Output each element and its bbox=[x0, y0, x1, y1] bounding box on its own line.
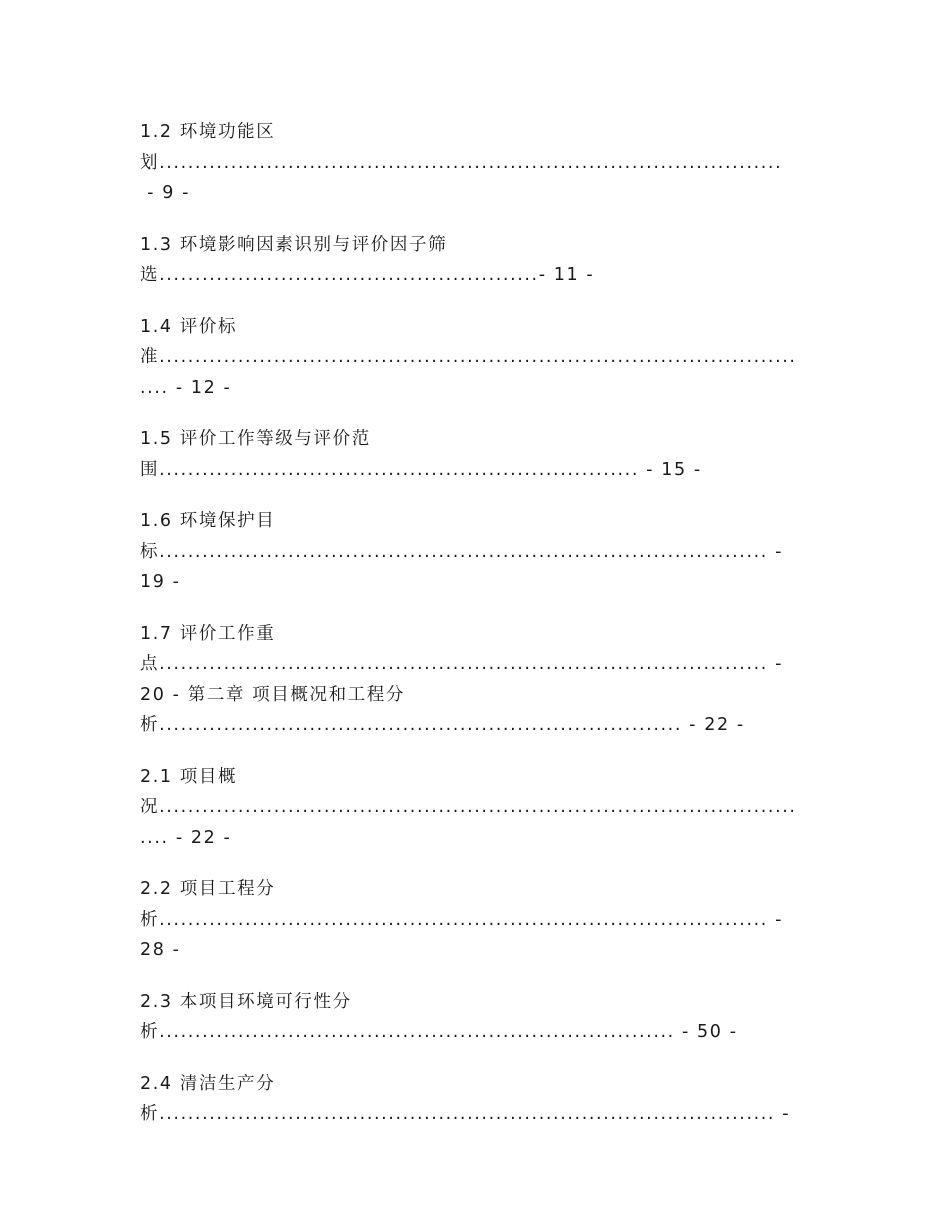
toc-line: 19 - bbox=[140, 572, 181, 592]
toc-line: 2.4 清洁生产分 bbox=[140, 1073, 276, 1094]
toc-line: 标..................................................................................... - bbox=[140, 541, 784, 562]
toc-line: 划....................................................................................... bbox=[140, 152, 783, 173]
toc-line: .... - 22 - bbox=[140, 827, 232, 848]
toc-entry-1-7 bbox=[140, 619, 820, 741]
toc-entry-2-1 bbox=[140, 762, 820, 854]
toc-line: 2.2 项目工程分 bbox=[140, 879, 276, 899]
toc-entry-1-3 bbox=[140, 230, 820, 291]
toc-line: 2.3 本项目环境可行性分 bbox=[140, 991, 352, 1012]
toc-entry-2-3 bbox=[140, 987, 820, 1048]
toc-entry-2-2 bbox=[140, 874, 820, 966]
toc-line: 围................................................................... - 15 - bbox=[140, 459, 702, 480]
toc-line: 1.7 评价工作重 bbox=[140, 623, 276, 644]
toc-entry-1-2 bbox=[140, 117, 820, 209]
toc-line: 析...................................................................................... - bbox=[140, 1104, 791, 1124]
toc-line: 28 - bbox=[140, 940, 181, 960]
toc-line: 1.4 评价标 bbox=[140, 316, 238, 337]
toc-line: .... - 12 - bbox=[140, 377, 232, 398]
toc-entry-1-5 bbox=[140, 424, 820, 485]
table-of-contents bbox=[140, 117, 820, 1151]
toc-line: 点..................................................................................... - bbox=[140, 654, 784, 674]
toc-line: 准......................................................................................... bbox=[140, 347, 797, 367]
toc-line: 1.2 环境功能区 bbox=[140, 122, 276, 142]
toc-line: 析..................................................................................... - bbox=[140, 909, 784, 930]
toc-line: 20 - 第二章 项目概况和工程分 bbox=[140, 684, 405, 705]
toc-line: 1.6 环境保护目 bbox=[140, 511, 276, 531]
toc-line: 析........................................................................ - 50 - bbox=[140, 1022, 738, 1042]
toc-line: 况......................................................................................... bbox=[140, 797, 797, 817]
toc-entry-2-4 bbox=[140, 1069, 820, 1130]
toc-line: 选.....................................................- 11 - bbox=[140, 265, 595, 285]
toc-line: 1.3 环境影响因素识别与评价因子筛 bbox=[140, 234, 448, 255]
toc-entry-1-4 bbox=[140, 312, 820, 404]
toc-line: 2.1 项目概 bbox=[140, 766, 238, 787]
toc-line: 1.5 评价工作等级与评价范 bbox=[140, 429, 371, 449]
toc-line: - 9 - bbox=[140, 183, 191, 203]
toc-line: 析......................................................................... - 22 - bbox=[140, 715, 745, 735]
toc-entry-1-6 bbox=[140, 506, 820, 598]
